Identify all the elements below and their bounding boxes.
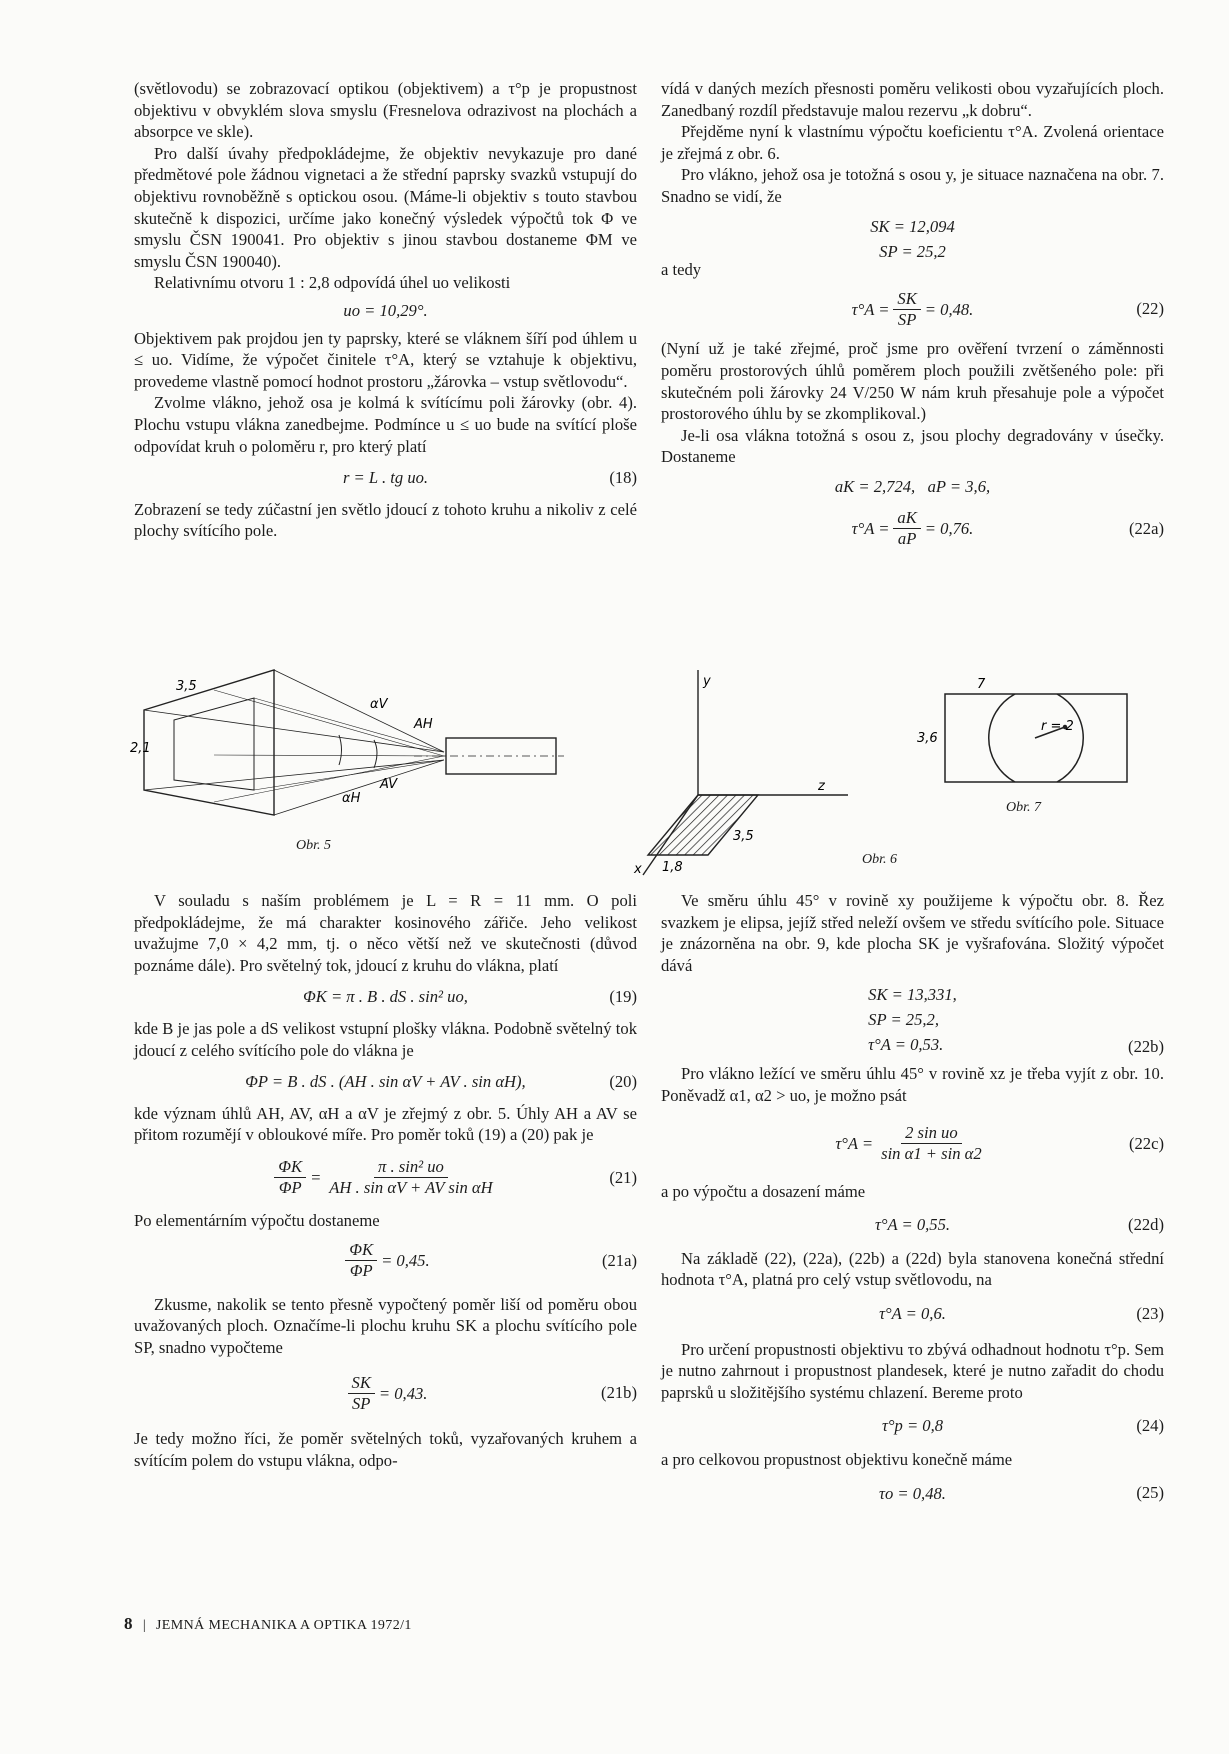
equation-21b: $\frac{SK}{SP}$ = 0,43. (21b) <box>134 1370 637 1416</box>
figure-label: AV <box>380 777 398 792</box>
paragraph: Po elementárním výpočtu dostaneme <box>134 1210 380 1230</box>
paragraph: Přejděme nyní k vlastnímu výpočtu koeficientu τ°A. Zvolená orientace je zřejmá z obr. 6. <box>661 122 1164 163</box>
equation-ak-ap: aK = 2,724, aP = 3,6, <box>834 476 991 496</box>
paragraph: vídá v daných mezích přesnosti poměru velikosti obou vyzařujících ploch. Zanedbaný rozdíl představuje malou rezervu „k dobru“. <box>661 79 1164 120</box>
axis-label-y: y <box>703 674 711 689</box>
paragraph: Je-li osa vlákna totožná s osou z, jsou plochy degradovány v úsečky. Dostaneme <box>661 425 1164 467</box>
paragraph: Zvolme vlákno, jehož osa je kolmá k svítícímu poli žárovky (obr. 4). Plochu vstupu vlákna zanedbejme. Podmínce u ≤ uo bude na svítící ploše odpovídat kruh o poloměru r, pro který platí <box>134 393 637 456</box>
figure-label: 3,6 <box>917 731 938 746</box>
equation-23: τ°A = 0,6. (23) <box>879 1303 1164 1323</box>
paragraph: Na základě (22), (22a), (22b) a (22d) byla stanovena konečná střední hodnota τ°A, platná pro celý vstup světlovodu, na <box>661 1248 1164 1290</box>
figure-label: 2,1 <box>130 741 151 756</box>
caption-obr6: Obr. 6 <box>862 852 898 867</box>
paragraph: a po výpočtu a dosazení máme <box>661 1181 866 1201</box>
equation-22a: τ°A = $\frac{aK}{aP}$ = 0,76. (22a) <box>851 508 1164 548</box>
column-bottom-left <box>134 890 637 1472</box>
caption-obr5: Obr. 5 <box>296 838 332 853</box>
figure-5 <box>130 660 644 860</box>
paragraph: Je tedy možno říci, že poměr světelných toků, vyzařovaných kruhem a svítícím polem do vstupu vlákna, odpo- <box>134 1429 637 1470</box>
page-number: 8 <box>124 1614 133 1633</box>
equation-21: $\frac{\Phi K}{\Phi P}$ = $\frac{\text{π . sin² uo}}{\text{AH . sin αV + AV sin αH}}$ (21) <box>134 1152 637 1204</box>
figure-label: 3,5 <box>176 679 197 694</box>
equation-sk: SK = 12,094 <box>870 216 955 236</box>
equation-22c: τ°A = $\frac{\text{2 sin uo}}{\text{sin α1 + sin α2}}$ (22c) <box>835 1123 1164 1164</box>
paragraph: Zobrazení se tedy zúčastní jen světlo jdoucí z tohoto kruhu a nikoliv z celé plochy svítícího pole. <box>134 499 637 541</box>
paragraph: Zkusme, nakolik se tento přesně vypočtený poměr liší od poměru obou uvažovaných ploch. Označíme-li plochu kruhu SK a plochu svítícího pole SP, snadno vypočteme <box>134 1294 637 1357</box>
column-top-right <box>661 78 1164 558</box>
paragraph: Pro další úvahy předpokládejme, že objektiv nevykazuje pro dané předmětové pole žádnou vignetaci a že střední paprsky svazků vstupují do objektivu rovnoběžně s optickou osou. (Máme-li objektiv s touto stavbou skutečně k dispozici, určíme jako konečný výsledek výpočtů tok Φ ve smyslu ČSN 190041. Pro objektiv s jinou stavbou dostaneme ΦM ve smyslu ČSN 190040). <box>134 143 637 271</box>
paragraph: Relativnímu otvoru 1 : 2,8 odpovídá úhel uo velikosti <box>154 273 511 293</box>
equation-24: τ°p = 0,8 (24) <box>881 1416 1164 1436</box>
axis-label-x: x <box>634 862 642 877</box>
paragraph: kde význam úhlů AH, AV, αH a αV je zřejmý z obr. 5. Úhly AH a AV se přitom rozumějí v obloukové míře. Pro poměr toků (19) a (20) pak je <box>134 1103 637 1145</box>
figure-label: αH <box>342 791 361 806</box>
equation-20: ΦP = B . dS . (AH . sin αV + AV . sin αH), (20) <box>245 1072 637 1092</box>
equation-22: τ°A = $\frac{SK}{SP}$ = 0,48. (22) <box>851 288 1164 329</box>
equation-22b: SK = 13,331, SP = 25,2, τ°A = 0,53. (22b) <box>868 985 1164 1056</box>
paragraph: Pro určení propustnosti objektivu τo zbývá odhadnout hodnotu τ°p. Sem je nutno zahrnout i propustnost plandesek, které je nutno zařadit do chodu paprsků u složitějšího systému chlazení. Bereme proto <box>661 1339 1164 1402</box>
equation-25: τo = 0,48. (25) <box>879 1483 1164 1503</box>
caption-obr7: Obr. 7 <box>1006 800 1042 815</box>
paragraph: Pro vlákno, jehož osa je totožná s osou y, je situace naznačena na obr. 7. Snadno se vidí, že <box>661 165 1164 206</box>
paragraph: (světlovodu) se zobrazovací optikou (objektivem) a τ°p je propustnost objektivu v obvyklém slova smyslu (Fresnelova odrazivost na plochách a absorpce ve skle). <box>134 79 637 142</box>
figure-label: 7 <box>977 677 986 692</box>
journal-name: JEMNÁ MECHANIKA A OPTIKA 1972/1 <box>155 1618 412 1633</box>
figure-label: 1,8 <box>662 860 683 875</box>
paragraph: a tedy <box>661 259 702 279</box>
figure-6 <box>628 665 858 890</box>
paragraph: Ve směru úhlu 45° v rovině xy použijeme k výpočtu obr. 8. Řez svazkem je elipsa, jejíž střed neleží ovšem ve středu svítícího pole. Situace je znázorněna na obr. 9, kde plocha SK je vyšrafována. Složitý výpočet dává <box>661 891 1164 975</box>
equation-sp: SP = 25,2 <box>879 242 946 262</box>
paragraph: a pro celkovou propustnost objektivu konečně máme <box>661 1449 1013 1469</box>
equation-18: r = L . tg uo. (18) <box>342 468 637 488</box>
equation-22d: τ°A = 0,55. (22d) <box>874 1215 1164 1235</box>
paragraph: V souladu s naším problémem je L = R = 11 mm. O poli předpokládejme, že má charakter kosinového zářiče. Jeho velikost uvažujme 7,0 × 4,2 mm, tj. o něco větší než ve skutečnosti (důvod poznáme dále). Pro světelný tok, jdoucí z kruhu do vlákna, platí <box>134 891 637 975</box>
equation-u0: uo = 10,29°. <box>343 300 428 320</box>
figure-label: r = 2 <box>1041 719 1074 734</box>
paragraph: kde B je jas pole a dS velikost vstupní plošky vlákna. Podobně světelný tok jdoucí z celého svítícího pole do vlákna je <box>134 1018 637 1060</box>
axis-label-z: z <box>818 779 825 794</box>
paragraph: Pro vlákno ležící ve směru úhlu 45° v rovině xz je třeba vyjít z obr. 10. Poněvadž α1, α2 > uo, je možno psát <box>661 1064 1164 1105</box>
equation-19: ΦK = π . B . dS . sin² uo, (19) <box>303 987 637 1007</box>
figure-7 <box>915 672 1135 792</box>
figure-label: αV <box>370 697 388 712</box>
column-bottom-right <box>661 890 1164 1516</box>
paragraph: Objektivem pak projdou jen ty paprsky, které se vláknem šíří pod úhlem u ≤ uo. Vidíme, že výpočet činitele τ°A, který se vztahuje k objektivu, provedeme vlastně pomocí hodnot prostoru „žárovka – vstup světlovodu“. <box>134 328 637 391</box>
page-footer: 8 | JEMNÁ MECHANIKA A OPTIKA 1972/1 <box>124 1614 412 1633</box>
column-top-left <box>134 78 637 542</box>
equation-21a: $\frac{\Phi K}{\Phi P}$ = 0,45. (21a) <box>134 1238 637 1284</box>
figure-label: AH <box>414 717 433 732</box>
paragraph: (Nyní už je také zřejmé, proč jsme pro ověření tvrzení o záměnnosti poměru prostorových úhlů poměrem ploch použili zvětšeného pole: při skutečném poli žárovky 24 V/250 W nám kruh přesahuje pole a výpočet prostorového úhlu by se zkomplikoval.) <box>661 339 1164 424</box>
figure-label: 3,5 <box>733 829 754 844</box>
